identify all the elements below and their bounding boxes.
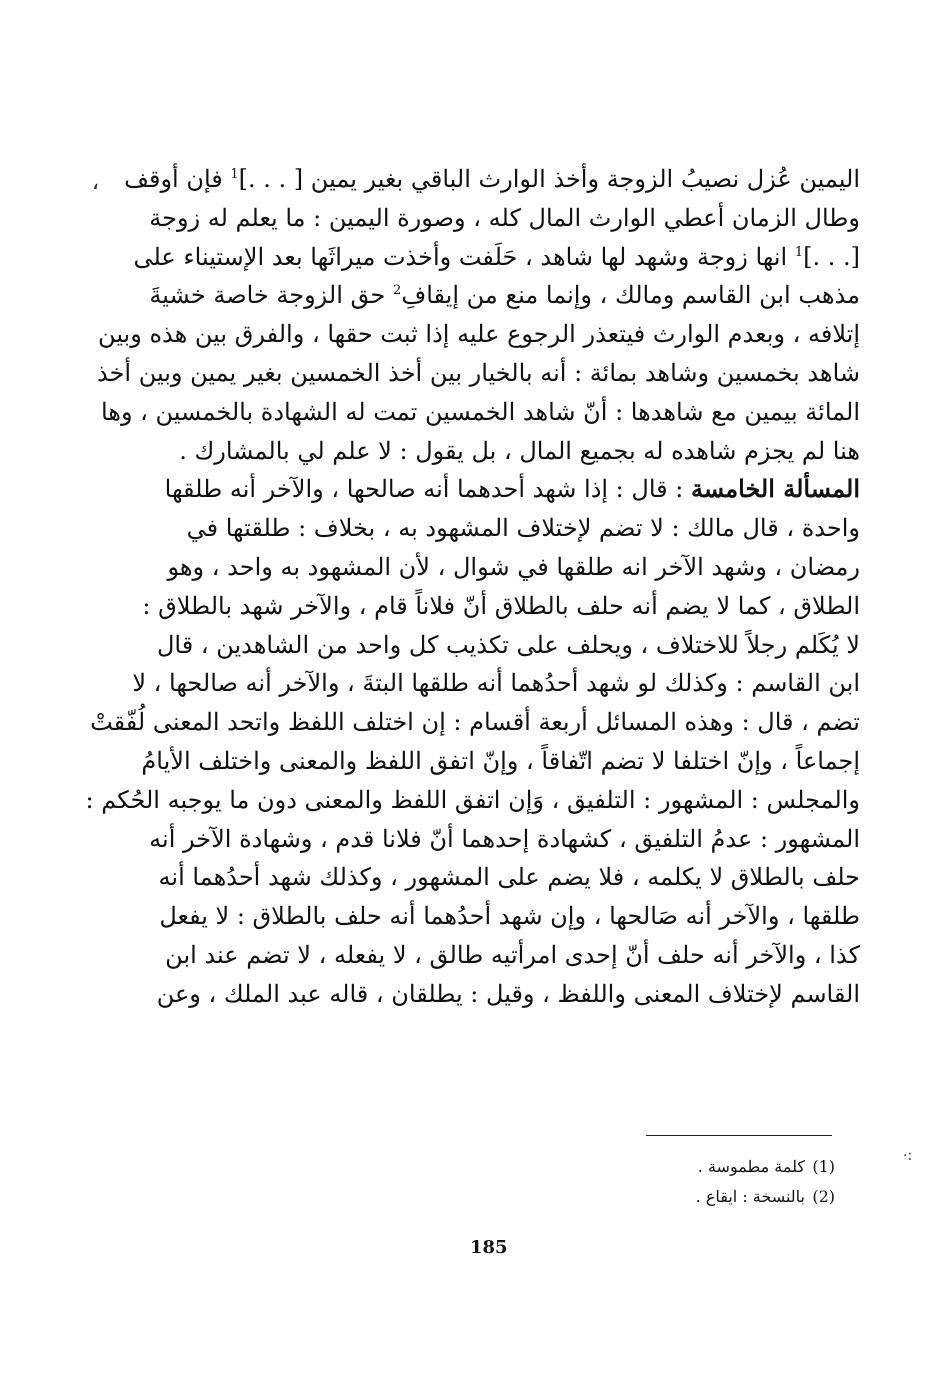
footnote-ref: 1: [794, 244, 804, 260]
text-line: المائة بيمين مع شاهدها : أنّ شاهد الخمسين تمت له الشهادة بالخمسين ، وها: [100, 397, 860, 426]
body-text: [85, 160, 860, 1014]
section-heading: المسألة الخامسة: [690, 474, 860, 504]
text-line: لا يُكَلم رجلاً للاختلاف ، ويحلف على تكذيب كل واحد من الشاهدين ، قال: [156, 630, 860, 659]
text-line: شاهد بخمسين وشاهد بمائة : أنه بالخيار بين أخذ الخمسين بغير يمين وبين أخذ: [97, 358, 860, 387]
footnotes: [560, 1152, 835, 1212]
paragraph-2: [85, 470, 860, 1013]
footnote-text: بالنسخة : ايقاع .: [695, 1187, 805, 1206]
text-line: ابن القاسم : وكذلك لو شهد أحدُهما أنه طلقها البتةَ ، والآخر أنه صالحها ، لا: [132, 669, 860, 698]
text-line: إجماعاً ، وإنّ اختلفا لا تضم اتّفاقاً ، وإنّ اتفق اللفظ والمعنى واختلف الأيامُ: [141, 746, 860, 775]
footnote-text: كلمة مطموسة .: [697, 1157, 805, 1176]
text-line: حلف بالطلاق لا يكلمه ، فلا يضم على المشهور ، وكذلك شهد أحدُهما أنه: [158, 863, 860, 892]
text-line: تضم ، قال : وهذه المسائل أربعة أقسام : إن اختلف اللفظ واتحد المعنى لُفّقتْ: [90, 708, 860, 737]
text-line: الطلاق ، كما لا يضم أنه حلف بالطلاق أنّ فلاناً قام ، والآخر شهد بالطلاق :: [142, 591, 860, 620]
text-line: وطال الزمان أعطي الوارث المال كله ، وصورة اليمين : ما يعلم له زوجة: [149, 203, 860, 232]
paragraph-1: [97, 160, 860, 470]
text-line: والمجلس : المشهور : التلفيق ، وَإن اتفق اللفظ والمعنى دون ما يوجبه الحُكم :: [85, 785, 860, 814]
text-line: هنا لم يجزم شاهده له بجميع المال ، بل يقول : لا علم لي بالمشارك .: [179, 436, 860, 465]
text-line: مذهب ابن القاسم ومالك ، وإنما منع من إيقافِ$^2$ حق الزوجة خاصة خشيةَ: [149, 281, 860, 310]
footnote-separator: [646, 1135, 832, 1136]
footnote-number: (1): [812, 1157, 835, 1176]
page-number: 185: [470, 1237, 508, 1258]
footnote: [560, 1182, 835, 1212]
text-line: القاسم لإختلاف المعنى واللفظ ، وقيل : يطلقان ، قاله عبد الملك ، وعن: [156, 979, 860, 1008]
footnote-ref: 2: [393, 283, 402, 299]
text-line: واحدة ، قال مالك : لا تضم لإختلاف المشهود به ، بخلاف : طلقتها في: [186, 514, 860, 543]
footnote: [560, 1152, 835, 1182]
footnote-ref: 1: [230, 167, 239, 182]
text-line: رمضان ، وشهد الآخر انه طلقها في شوال ، لأن المشهود به واحد ، وهو: [167, 552, 860, 581]
footnote-number: (2): [812, 1187, 835, 1206]
stray-dot: ·:: [903, 1148, 913, 1164]
margin-mark: ،: [92, 170, 100, 195]
text-line: كذا ، والآخر أنه حلف أنّ إحدى امرأتيه طالق ، لا يفعله ، لا تضم عند ابن: [165, 940, 860, 969]
text-line: المشهور : عدمُ التلفيق ، كشهادة إحدهما أنّ فلانا قدم ، وشهادة الآخر أنه: [149, 824, 860, 853]
text-line: المسألة الخامسة : قال : إذا شهد أحدهما أنه صالحها ، والآخر أنه طلقها: [164, 474, 860, 504]
text-line: طلقها ، والآخر أنه صَالحها ، وإن شهد أحدُهما أنه حلف بالطلاق : لا يفعل: [159, 902, 860, 931]
text-line: اليمين عُزل نصيبُ الزوجة وأخذ الوارث الباقي بغير يمين [ . . .]$^1$ فإن أوقف: [124, 165, 860, 193]
text-line: [. . .]$^1$ انها زوجة وشهد لها شاهد ، حَلَفت وأخذت ميراثَها بعد الإستيناء على: [133, 242, 860, 271]
text-line: إتلافه ، وبعدم الوارث فيتعذر الرجوع عليه إذا ثبت حقها ، والفرق بين هذه وبين: [98, 320, 860, 349]
